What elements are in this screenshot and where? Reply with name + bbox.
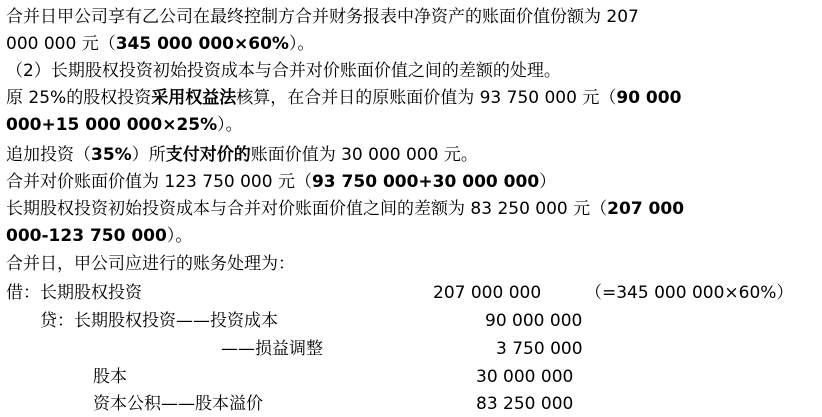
bold-formula: 000+15 000 000×25% xyxy=(6,115,218,135)
bold-term: 支付对价的 xyxy=(165,145,251,165)
bold-formula: 000-123 750 000 xyxy=(6,226,167,246)
bold-formula: 93 750 000+30 000 000 xyxy=(311,172,540,192)
credit-label-1: 贷：长期股权投资——投资成本 xyxy=(40,311,278,331)
text-segment: 合并日甲公司享有乙公司在最终控制方合并财务报表中净资产的账面价值份额为 207 xyxy=(6,7,639,27)
text-segment: 账面价值为 30 000 000 元。 xyxy=(250,145,478,165)
text-segment: ）所 xyxy=(131,145,166,165)
credit-amount-2: 3 750 000 xyxy=(496,339,583,359)
bold-formula: 345 000 000×60% xyxy=(115,34,289,54)
paragraph-10 xyxy=(6,251,295,277)
paragraph-8 xyxy=(6,196,684,222)
paragraph-1 xyxy=(6,4,639,30)
debit-label: 借：长期股权投资 xyxy=(6,283,142,303)
debit-note: （=345 000 000×60%） xyxy=(585,283,794,303)
credit-label-2: ——损益调整 xyxy=(221,339,323,359)
text-segment: 000 000 元（ xyxy=(6,34,116,54)
paragraph-7 xyxy=(6,169,556,195)
credit-amount-3: 30 000 000 xyxy=(476,367,574,387)
section-heading: （2）长期股权投资初始投资成本与合并对价账面价值之间的差额的处理。 xyxy=(6,61,561,81)
bold-formula: 90 000 xyxy=(616,88,682,108)
text-segment: ）。 xyxy=(288,34,315,54)
paragraph-6 xyxy=(6,142,478,168)
bold-formula: 207 000 xyxy=(607,199,685,219)
paragraph-5 xyxy=(6,112,243,138)
bold-percent: 35% xyxy=(91,145,132,165)
text-segment: 原 25%的股权投资 xyxy=(6,88,152,108)
text-segment: ）。 xyxy=(217,115,243,135)
bold-term: 采用权益法 xyxy=(151,88,237,108)
debit-amount: 207 000 000 xyxy=(433,283,542,303)
text-segment: ） xyxy=(539,172,557,192)
paragraph-4 xyxy=(6,85,681,111)
credit-amount-1: 90 000 000 xyxy=(485,311,583,331)
text-segment: ）。 xyxy=(166,226,193,246)
text-segment: 合并日，甲公司应进行的账务处理为： xyxy=(6,254,295,274)
text-segment: 合并对价账面价值为 123 750 000 元（ xyxy=(6,172,312,192)
text-segment: 长期股权投资初始投资成本与合并对价账面价值之间的差额为 83 250 000 元（ xyxy=(6,199,608,219)
paragraph-2 xyxy=(6,31,314,57)
credit-amount-4: 83 250 000 xyxy=(476,394,574,414)
credit-label-3: 股本 xyxy=(93,367,127,387)
paragraph-9 xyxy=(6,223,192,249)
text-segment: 核算，在合并日的原账面价值为 93 750 000 元（ xyxy=(236,88,617,108)
text-segment: 追加投资（ xyxy=(6,145,91,165)
paragraph-3 xyxy=(6,58,561,84)
credit-label-4: 资本公积——股本溢价 xyxy=(93,394,263,414)
